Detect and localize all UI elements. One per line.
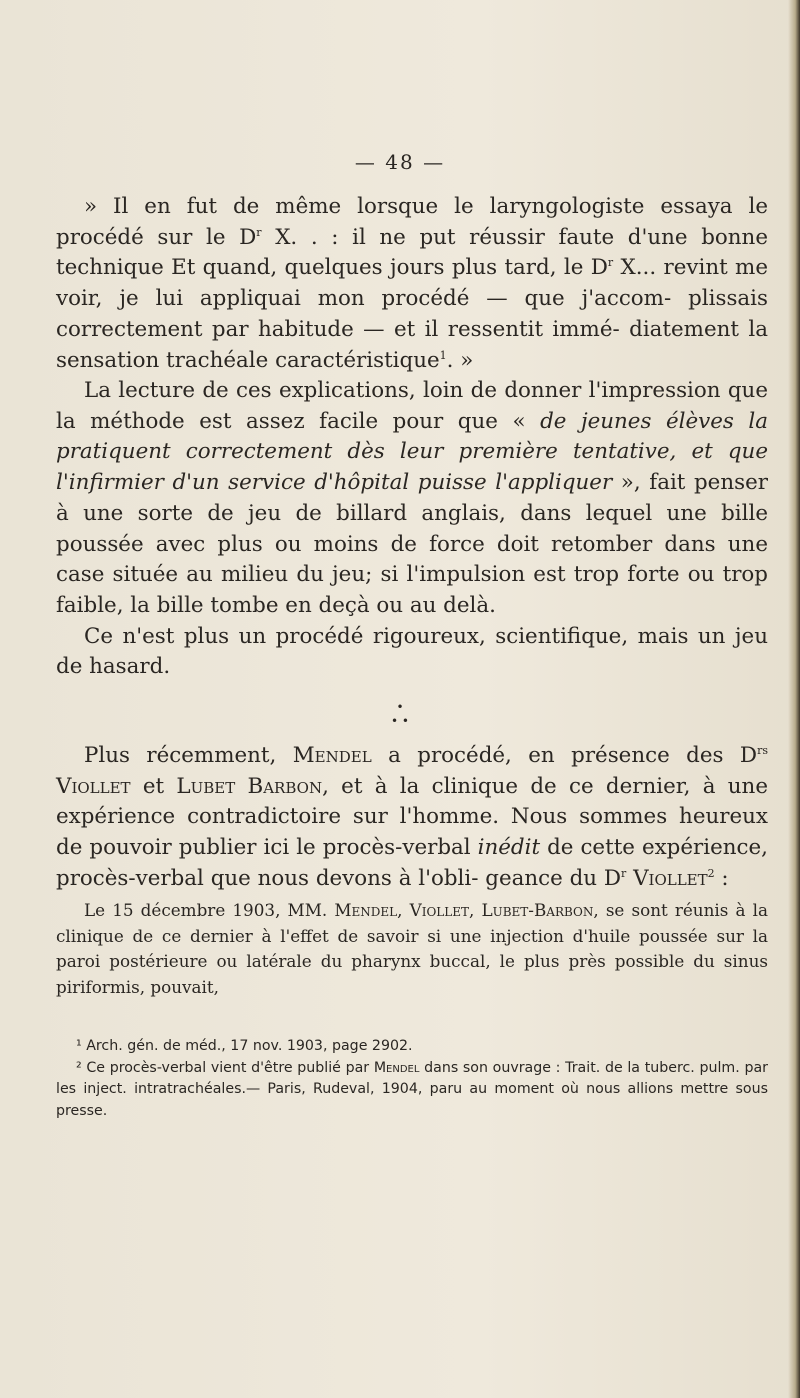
page-edge-shadow (788, 0, 800, 1398)
experiment-paragraph: Plus récemment, Mendel a procédé, en présence des $D^{rs}$ Viollet et Lubet Barbon, et à la clinique de ce dernier, à une expérience contradictoire sur l'homme. Nous sommes heureux de pouvoir publier ici le procès-verbal inédit de cette expérience, procès-verbal que nous devons à l'obli- geance du $D^r$ Viollet$^2$ : (56, 743, 768, 891)
report-paragraph: Le 15 décembre 1903, MM. Mendel, Viollet, Lubet-Barbon, se sont réunis à la clinique de ce dernier à l'effet de savoir si une injection d'huile poussée sur la paroi postérieure ou latérale du pharynx buccal, le plus près possible du sinus piriformis, pouvait, (56, 900, 769, 997)
commentary-block (56, 376, 768, 683)
report-block (56, 898, 768, 1000)
footnote-ref-2: 2 (707, 866, 715, 880)
experiment-intro-block (56, 741, 768, 895)
quote-block (56, 192, 768, 376)
footnotes (56, 1036, 768, 1122)
page-number: — 48 — (354, 150, 446, 174)
section-separator: • • • (391, 700, 409, 728)
footnote-ref-1: 1 (439, 348, 447, 362)
commentary-paragraph: La lecture de ces explications, loin de donner l'impression que la méthode est assez facile pour que « de jeunes élèves la pratiquent correctement dès leur première tentative, et que l'infirmier d'un service d'hôpital puisse l'appliquer », fait penser à une sorte de jeu de billard anglais, dans lequel une bille poussée avec plus ou moins de force doit retomber dans une case située au milieu du jeu; si l'impulsion est trop forte ou trop faible, la bille tombe en deçà ou au delà. (56, 378, 768, 618)
footnote-1: ¹ Arch. gén. de méd., 17 nov. 1903, page 2902. (76, 1038, 413, 1054)
quote-paragraph: » Il en fut de même lorsque le laryngologiste essaya le procédé sur le $D^r$ X. . : il ne put réussir faute d'une bonne technique Et quand, quelques jours plus tard, le $D^r$ X... revint me voir, je lui appliquai mon procédé — que j'accom- plissais correctement par habitude — et il ressentit immé- diatement la sensation trachéale caractéristique$^1$. » (56, 194, 768, 373)
footnote-2: ² Ce procès-verbal vient d'être publié par Mendel dans son ouvrage : Trait. de la tuberc. pulm. par les inject. intratrachéales.— Paris, Rudeval, 1904, paru au moment où nous allions mettre sous presse. (56, 1059, 768, 1119)
commentary-paragraph-2: Ce n'est plus un procédé rigoureux, scientifique, mais un jeu de hasard. (56, 623, 768, 680)
